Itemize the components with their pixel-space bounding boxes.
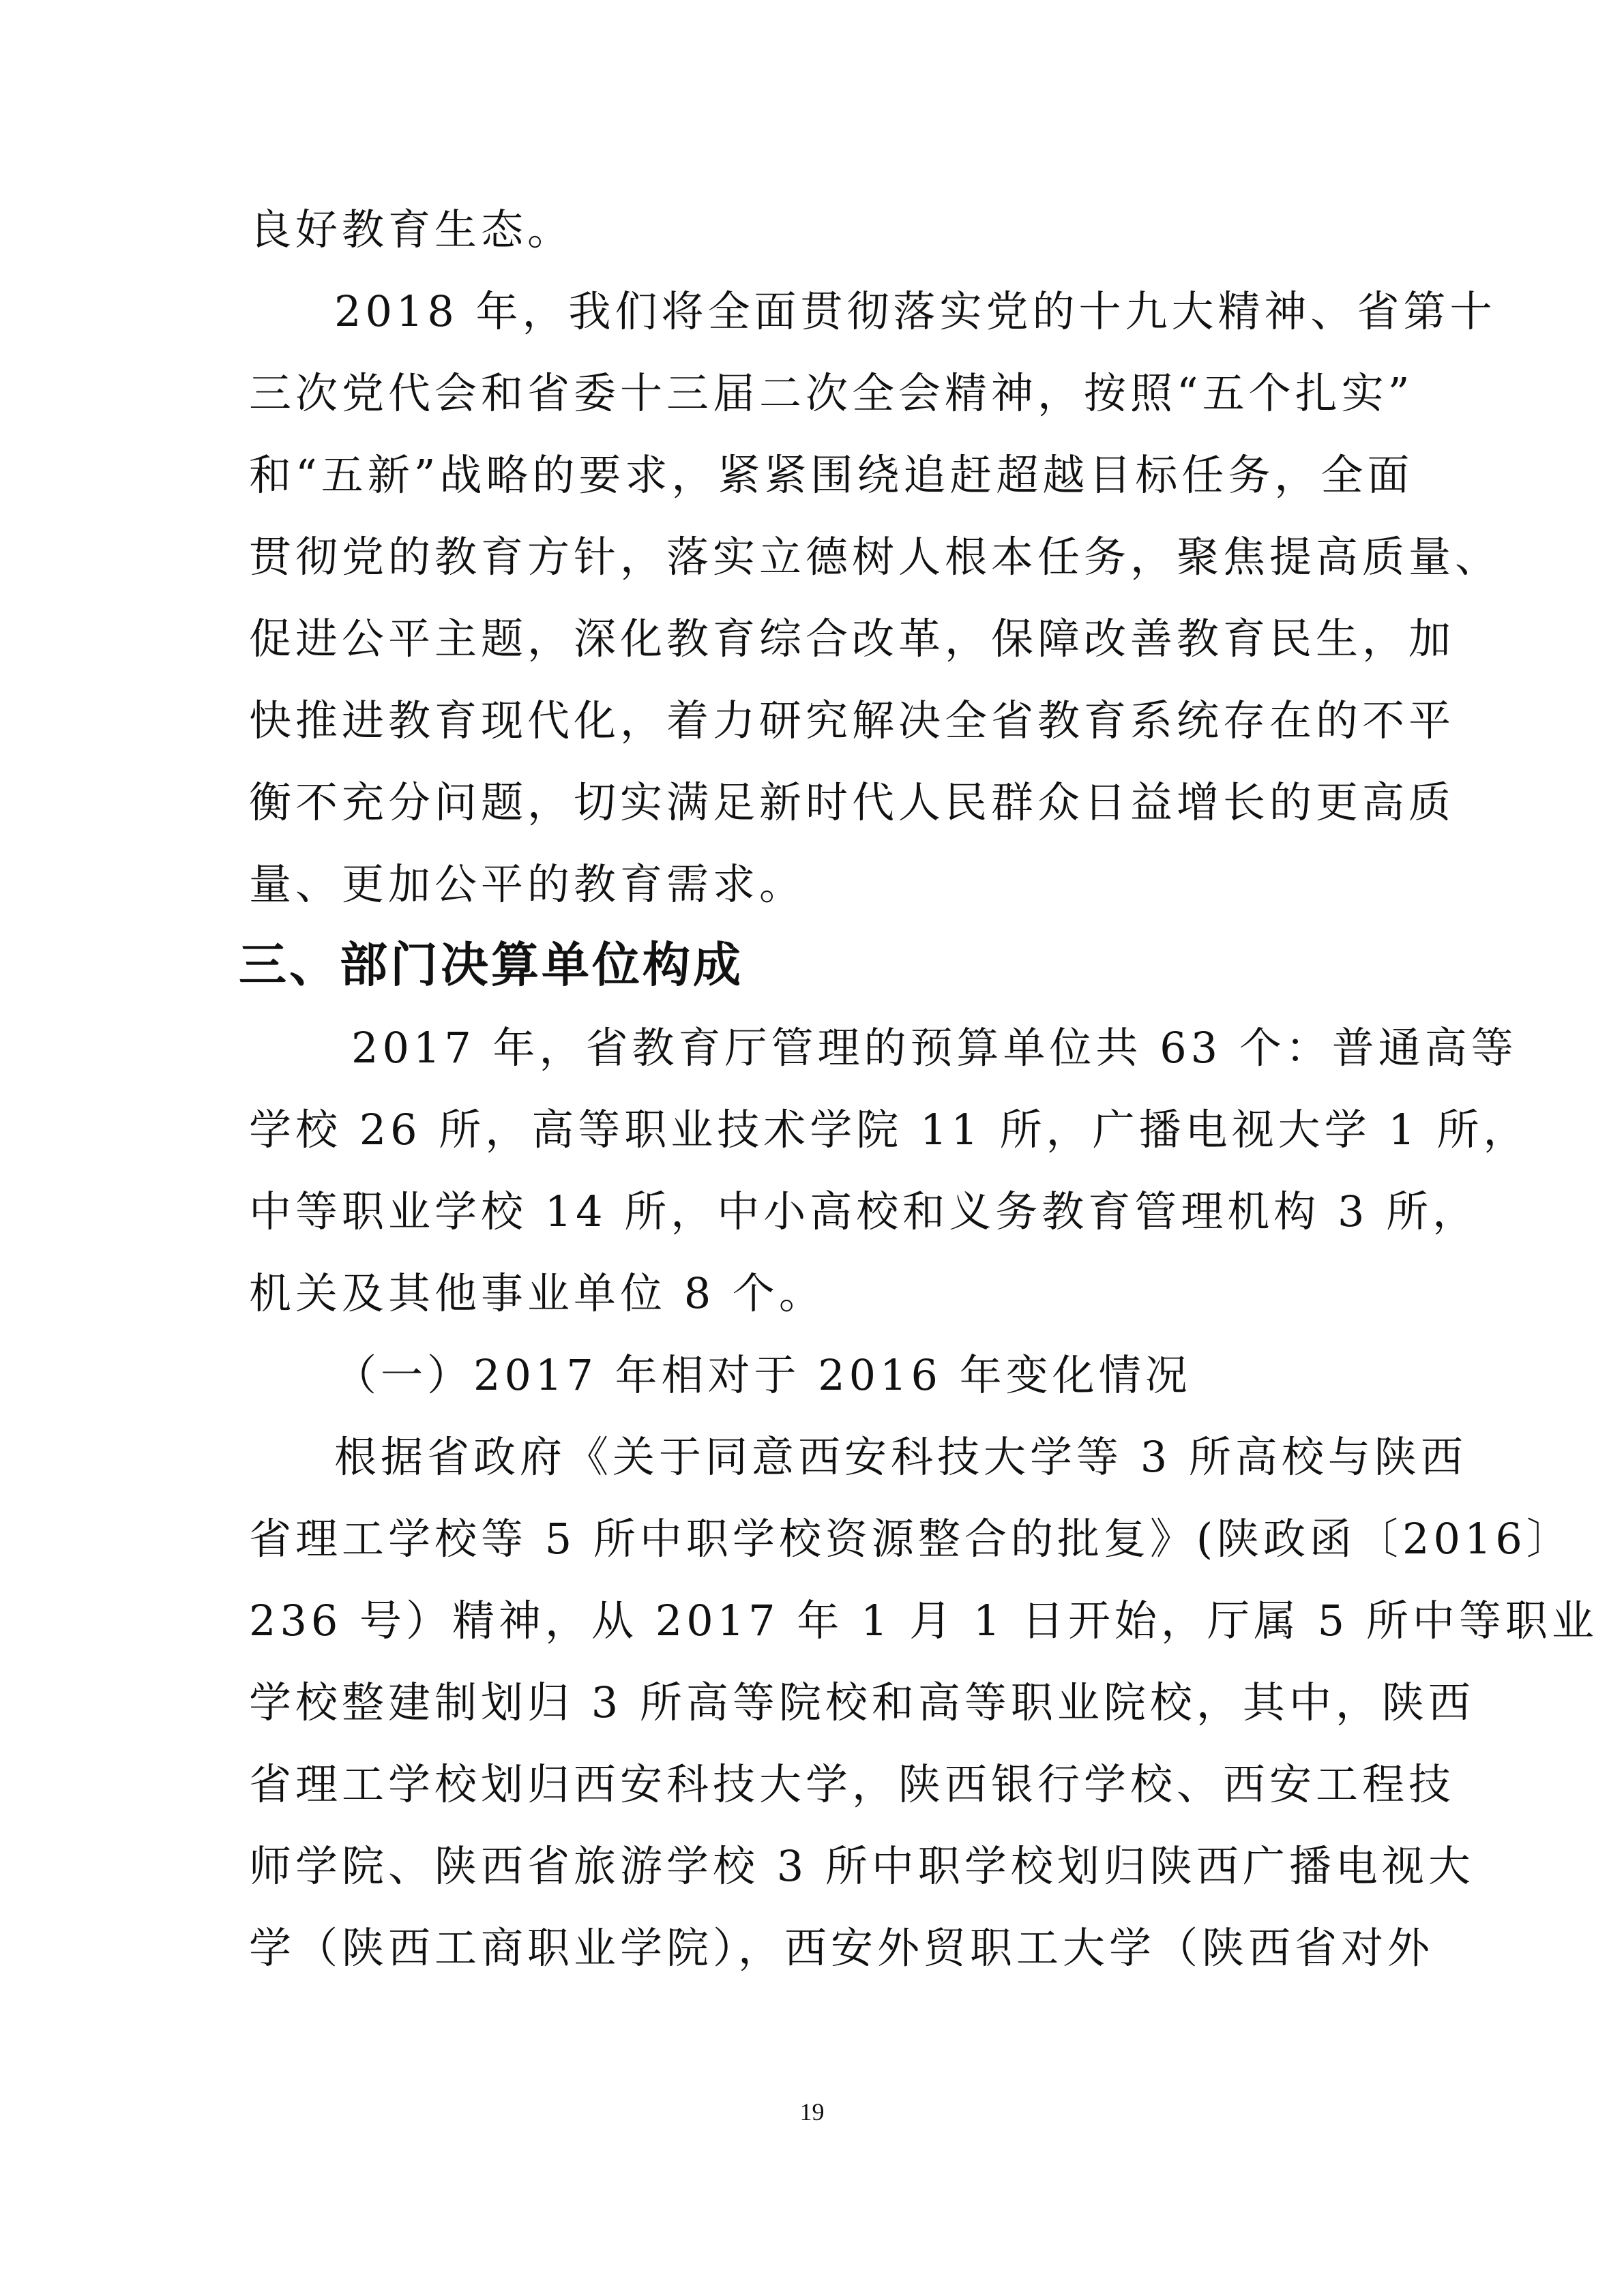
- text-line: 良好教育生态。: [249, 205, 574, 254]
- text-line: 236 号）精神，从 2017 年 1 月 1 日开始，厅属 5 所中等职业: [249, 1596, 1598, 1645]
- text-line: 量、更加公平的教育需求。: [249, 859, 806, 909]
- text-line: 学校 26 所，高等职业技术学院 11 所，广播电视大学 1 所，: [249, 1105, 1530, 1154]
- text-line: 促进公平主题，深化教育综合改革，保障改善教育民生，加: [249, 614, 1456, 664]
- section-heading: 三、部门决算单位构成: [239, 937, 743, 993]
- text-line: 2017 年，省教育厅管理的预算单位共 63 个：普通高等: [351, 1023, 1518, 1073]
- text-line: 省理工学校等 5 所中职学校资源整合的批复》(陕政函〔2016〕: [249, 1514, 1573, 1564]
- text-line: 快推进教育现代化，着力研究解决全省教育系统存在的不平: [249, 696, 1456, 745]
- text-line: 学校整建制划归 3 所高等院校和高等职业院校，其中，陕西: [249, 1678, 1475, 1727]
- text-line: 根据省政府《关于同意西安科技大学等 3 所高校与陕西: [334, 1432, 1467, 1482]
- text-line: 贯彻党的教育方针，落实立德树人根本任务，聚焦提高质量、: [249, 532, 1502, 582]
- text-line: 中等职业学校 14 所，中小高校和义务教育管理机构 3 所，: [249, 1187, 1479, 1236]
- text-line: 三次党代会和省委十三届二次全会精神，按照“五个扎实”: [249, 368, 1414, 418]
- text-line: 师学院、陕西省旅游学校 3 所中职学校划归陕西广播电视大: [249, 1841, 1475, 1891]
- text-line: 2018 年，我们将全面贯彻落实党的十九大精神、省第十: [334, 286, 1496, 336]
- text-line: 衡不充分问题，切实满足新时代人民群众日益增长的更高质: [249, 777, 1456, 827]
- text-line: 机关及其他事业单位 8 个。: [249, 1268, 825, 1318]
- text-line: 和“五新”战略的要求，紧紧围绕追赶超越目标任务，全面: [249, 450, 1414, 500]
- text-line: 学（陕西工商职业学院），西安外贸职工大学（陕西省对外: [249, 1923, 1434, 1973]
- page-number: 19: [799, 2098, 825, 2126]
- subsection-heading: （一）2017 年相对于 2016 年变化情况: [334, 1350, 1192, 1400]
- text-line: 省理工学校划归西安科技大学，陕西银行学校、西安工程技: [249, 1759, 1456, 1809]
